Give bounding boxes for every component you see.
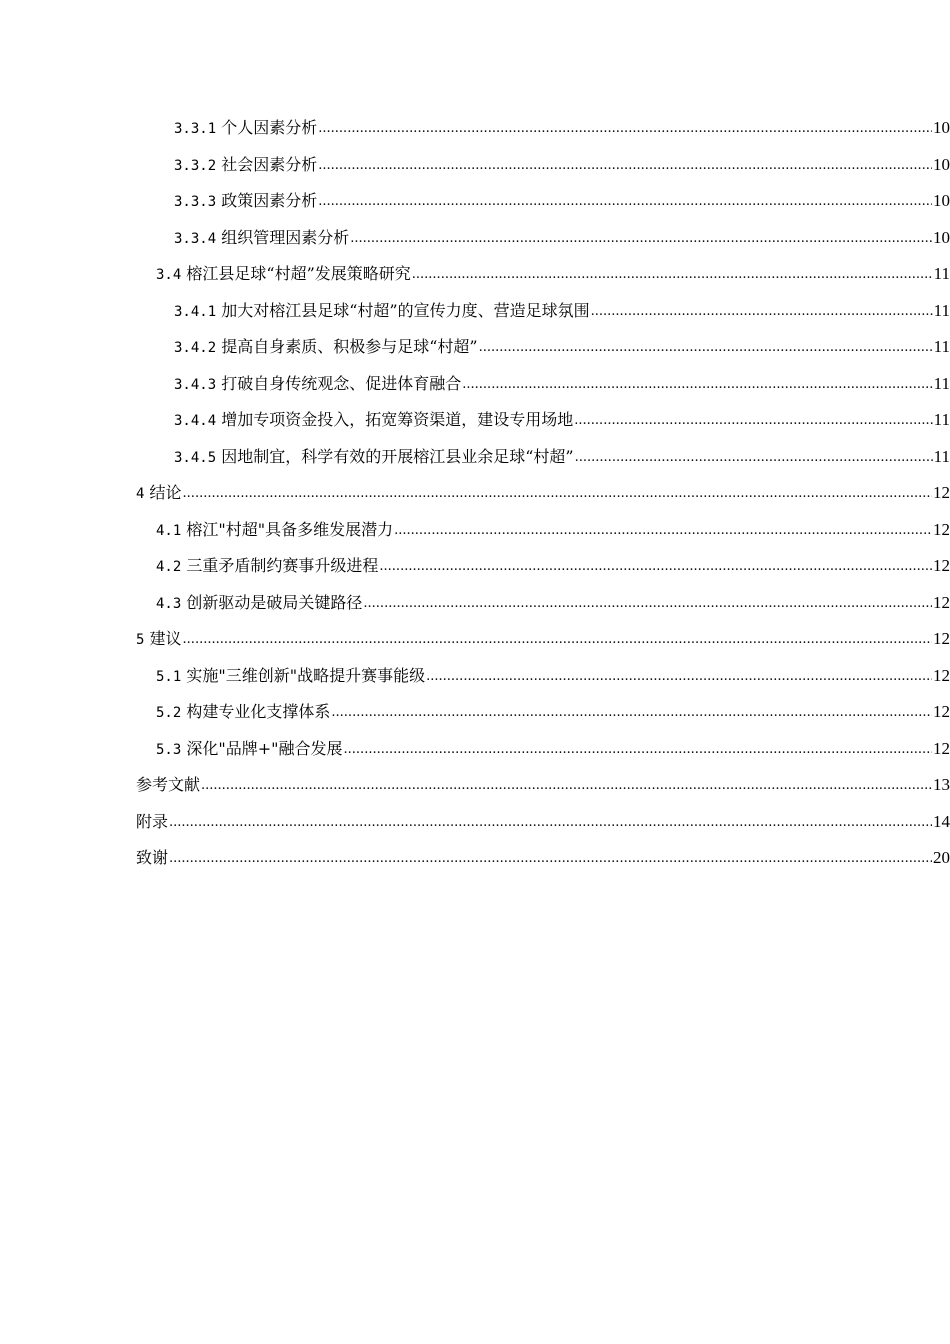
toc-entry-number: 3.3.4 <box>174 230 217 247</box>
toc-leader-dots <box>574 411 932 431</box>
toc-page-number: 10 <box>933 227 950 247</box>
toc-leader-dots <box>331 703 932 723</box>
toc-leader-dots <box>318 156 932 176</box>
toc-page-number: 11 <box>933 446 950 466</box>
toc-leader-dots <box>318 192 932 212</box>
toc-page-number: 12 <box>933 738 950 758</box>
toc-entry-number: 5 <box>136 632 145 649</box>
toc-page-number: 10 <box>933 191 950 211</box>
toc-leader-dots <box>412 265 933 285</box>
toc-entry-number: 4 <box>136 486 145 503</box>
toc-entry-title: 3.4 榕江县足球“村超”发展策略研究 <box>156 264 411 284</box>
toc-entry[interactable] <box>0 805 950 842</box>
toc-entry-title: 5.2 构建专业化支撑体系 <box>156 702 331 722</box>
toc-entry-number: 3.4.2 <box>174 340 217 357</box>
toc-entry-title: 4 结论 <box>136 483 182 503</box>
toc-entry-title: 参考文献 <box>136 775 201 795</box>
toc-leader-dots <box>344 740 932 760</box>
toc-entry-title: 3.3.3 政策因素分析 <box>174 191 318 211</box>
toc-entry[interactable] <box>0 695 950 732</box>
toc-page-number: 10 <box>933 118 950 138</box>
toc-leader-dots <box>394 521 932 541</box>
toc-entry-number: 3.4.4 <box>174 413 217 430</box>
toc-leader-dots <box>426 667 932 687</box>
toc-page-number: 20 <box>933 848 950 868</box>
toc-page-number: 11 <box>933 300 950 320</box>
toc-entry-title: 3.3.1 个人因素分析 <box>174 118 318 138</box>
toc-leader-dots <box>379 557 932 577</box>
toc-entry[interactable] <box>0 440 950 477</box>
toc-entry-number: 4.2 <box>156 559 182 576</box>
toc-entry-number: 4.1 <box>156 522 182 539</box>
toc-entry-title: 5 建议 <box>136 629 182 649</box>
toc-entry[interactable] <box>0 513 950 550</box>
toc-entry-title: 3.3.2 社会因素分析 <box>174 154 318 174</box>
table-of-contents <box>0 111 950 878</box>
toc-entry[interactable] <box>0 403 950 440</box>
toc-entry[interactable] <box>0 768 950 805</box>
toc-entry-number: 4.3 <box>156 595 182 612</box>
toc-entry[interactable] <box>0 549 950 586</box>
toc-page-number: 13 <box>933 775 950 795</box>
toc-entry-title: 5.1 实施"三维创新"战略提升赛事能级 <box>156 665 426 685</box>
toc-page-number: 11 <box>933 410 950 430</box>
toc-leader-dots <box>462 375 932 395</box>
toc-page-number: 10 <box>933 154 950 174</box>
toc-page-number: 11 <box>933 337 950 357</box>
toc-entry-number: 3.3.1 <box>174 121 217 138</box>
toc-entry-number: 5.3 <box>156 741 182 758</box>
toc-entry-number: 3.3.2 <box>174 157 217 174</box>
toc-entry-number: 3.4.1 <box>174 303 217 320</box>
toc-page-number: 12 <box>933 483 950 503</box>
toc-leader-dots <box>591 302 933 322</box>
toc-page-number: 12 <box>933 592 950 612</box>
toc-entry[interactable] <box>0 841 950 878</box>
toc-leader-dots <box>479 338 933 358</box>
toc-entry[interactable] <box>0 330 950 367</box>
toc-page-number: 11 <box>933 264 950 284</box>
toc-leader-dots <box>183 630 932 650</box>
toc-leader-dots <box>201 776 932 796</box>
toc-leader-dots <box>183 484 932 504</box>
toc-entry-title: 致谢 <box>136 848 169 868</box>
toc-leader-dots <box>350 229 932 249</box>
toc-entry-title: 附录 <box>136 811 169 831</box>
toc-entry-number: 3.4 <box>156 267 182 284</box>
toc-entry[interactable] <box>0 294 950 331</box>
toc-entry[interactable] <box>0 659 950 696</box>
toc-entry[interactable] <box>0 732 950 769</box>
toc-entry-number: 5.2 <box>156 705 182 722</box>
toc-entry[interactable] <box>0 221 950 258</box>
toc-entry-title: 3.4.4 增加专项资金投入，拓宽筹资渠道，建设专用场地 <box>174 410 574 430</box>
toc-entry[interactable] <box>0 257 950 294</box>
toc-entry[interactable] <box>0 586 950 623</box>
toc-page-number: 12 <box>933 556 950 576</box>
toc-entry-number: 3.4.3 <box>174 376 217 393</box>
toc-entry-title: 4.3 创新驱动是破局关键路径 <box>156 592 363 612</box>
toc-page-number: 11 <box>933 373 950 393</box>
toc-page-number: 14 <box>933 811 950 831</box>
toc-entry-title: 3.4.2 提高自身素质、积极参与足球“村超” <box>174 337 478 357</box>
toc-entry[interactable] <box>0 367 950 404</box>
toc-entry[interactable] <box>0 111 950 148</box>
toc-leader-dots <box>169 813 932 833</box>
toc-entry-number: 3.3.3 <box>174 194 217 211</box>
toc-leader-dots <box>318 119 932 139</box>
toc-page-number: 12 <box>933 665 950 685</box>
toc-page-number: 12 <box>933 519 950 539</box>
toc-leader-dots <box>575 448 933 468</box>
toc-entry-title: 3.4.5 因地制宜，科学有效的开展榕江县业余足球“村超” <box>174 446 574 466</box>
toc-entry-title: 5.3 深化"品牌+"融合发展 <box>156 738 343 758</box>
toc-entry[interactable] <box>0 622 950 659</box>
toc-entry[interactable] <box>0 148 950 185</box>
toc-leader-dots <box>363 594 932 614</box>
toc-entry[interactable] <box>0 184 950 221</box>
toc-entry[interactable] <box>0 476 950 513</box>
toc-entry-number: 3.4.5 <box>174 449 217 466</box>
toc-entry-title: 3.4.3 打破自身传统观念、促进体育融合 <box>174 373 462 393</box>
toc-entry-title: 4.1 榕江"村超"具备多维发展潜力 <box>156 519 394 539</box>
toc-entry-title: 3.4.1 加大对榕江县足球“村超”的宣传力度、营造足球氛围 <box>174 300 590 320</box>
toc-page-number: 12 <box>933 629 950 649</box>
toc-entry-title: 3.3.4 组织管理因素分析 <box>174 227 350 247</box>
toc-leader-dots <box>169 849 932 869</box>
toc-entry-title: 4.2 三重矛盾制约赛事升级进程 <box>156 556 379 576</box>
toc-page-number: 12 <box>933 702 950 722</box>
toc-entry-number: 5.1 <box>156 668 182 685</box>
